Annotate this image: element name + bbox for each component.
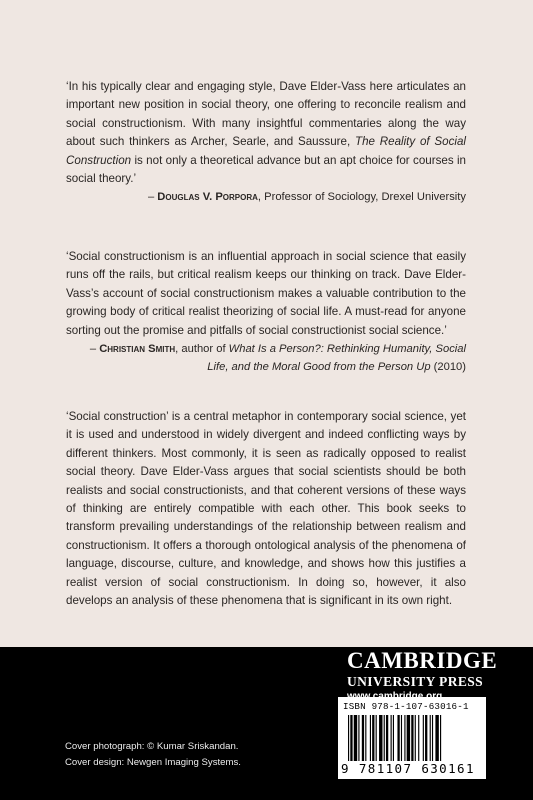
attribution-name: Christian Smith <box>99 343 176 356</box>
book-description: ‘Social construction’ is a central metaphor in contemporary social science, yet it is used and understood in widely divergent and indeed conflicting ways by different thinkers. Most commonly, it is seen as radically opposed to realist social theory. Dave Elder-Vass argues that social scientists should be both realists and social constructionists, and that coherent versions of these ways of thinking are entirely compatible with each other. This book seeks to transform prevailing understandings of the relationship between realism and constructionism. It offers a thorough ontological analysis of the phenomena of language, discourse, culture, and knowledge, and shows how this justifies a realist version of social constructionism. In doing so, however, it also develops an analysis of these phenomena that is significant in its own right. <box>66 410 466 608</box>
quote-1-text: ‘In his typically clear and engaging style, Dave Elder-Vass here articulates an important new position in social theory, one offering to reconcile realism and social constructionism. With many insightful commentaries along the way about such thinkers as Archer, Searle, and Saussure, <box>66 80 466 149</box>
barcode-bars <box>348 715 476 761</box>
attribution-role: , author of <box>175 343 229 356</box>
quote-1-book-title: The Reality of Social Construction <box>66 135 466 167</box>
cover-design-credit: Cover design: Newgen Imaging Systems. <box>65 756 241 768</box>
isbn-barcode <box>338 697 486 779</box>
cover-photo-credit: Cover photograph: © Kumar Sriskandan. <box>65 741 239 752</box>
isbn-label: ISBN 978-1-107-63016-1 <box>343 701 469 712</box>
attribution-dash: – <box>89 343 100 356</box>
quote-2-text: ‘Social constructionism is an influential approach in social science that easily runs off the rails, but critical realism keeps our thinking on track. Dave Elder-Vass’s account of social constructionism makes a valuable contribution to the growing body of critical realist theorizing of social life. A must-read for anyone sorting out the promise and pitfalls of social constructionist social science.’ <box>66 250 466 337</box>
publisher-name: CAMBRIDGE <box>347 648 498 673</box>
cover-credits <box>65 739 241 770</box>
quote-1-text-end: is not only a theoretical advance but an apt choice for courses in social theory.’ <box>66 153 466 186</box>
quote-2-attribution <box>66 340 466 377</box>
publisher-press: UNIVERSITY PRESS <box>347 674 484 689</box>
attribution-work-title: What Is a Person?: Rethinking Humanity, Social Life, and the Moral Good from the Person Up <box>207 343 466 374</box>
endorsement-quote-1 <box>66 78 466 207</box>
endorsement-quote-2 <box>66 248 466 377</box>
publisher-footer <box>0 647 533 800</box>
quote-1-attribution <box>66 188 466 206</box>
barcode-digits: 9 781107 630161 <box>341 761 475 776</box>
attribution-dash: – <box>147 191 158 204</box>
attribution-name: Douglas V. Porpora <box>157 191 258 204</box>
attribution-role: , Professor of Sociology, Drexel University <box>257 191 466 204</box>
attribution-year: (2010) <box>430 361 466 374</box>
publisher-logo <box>347 649 497 703</box>
